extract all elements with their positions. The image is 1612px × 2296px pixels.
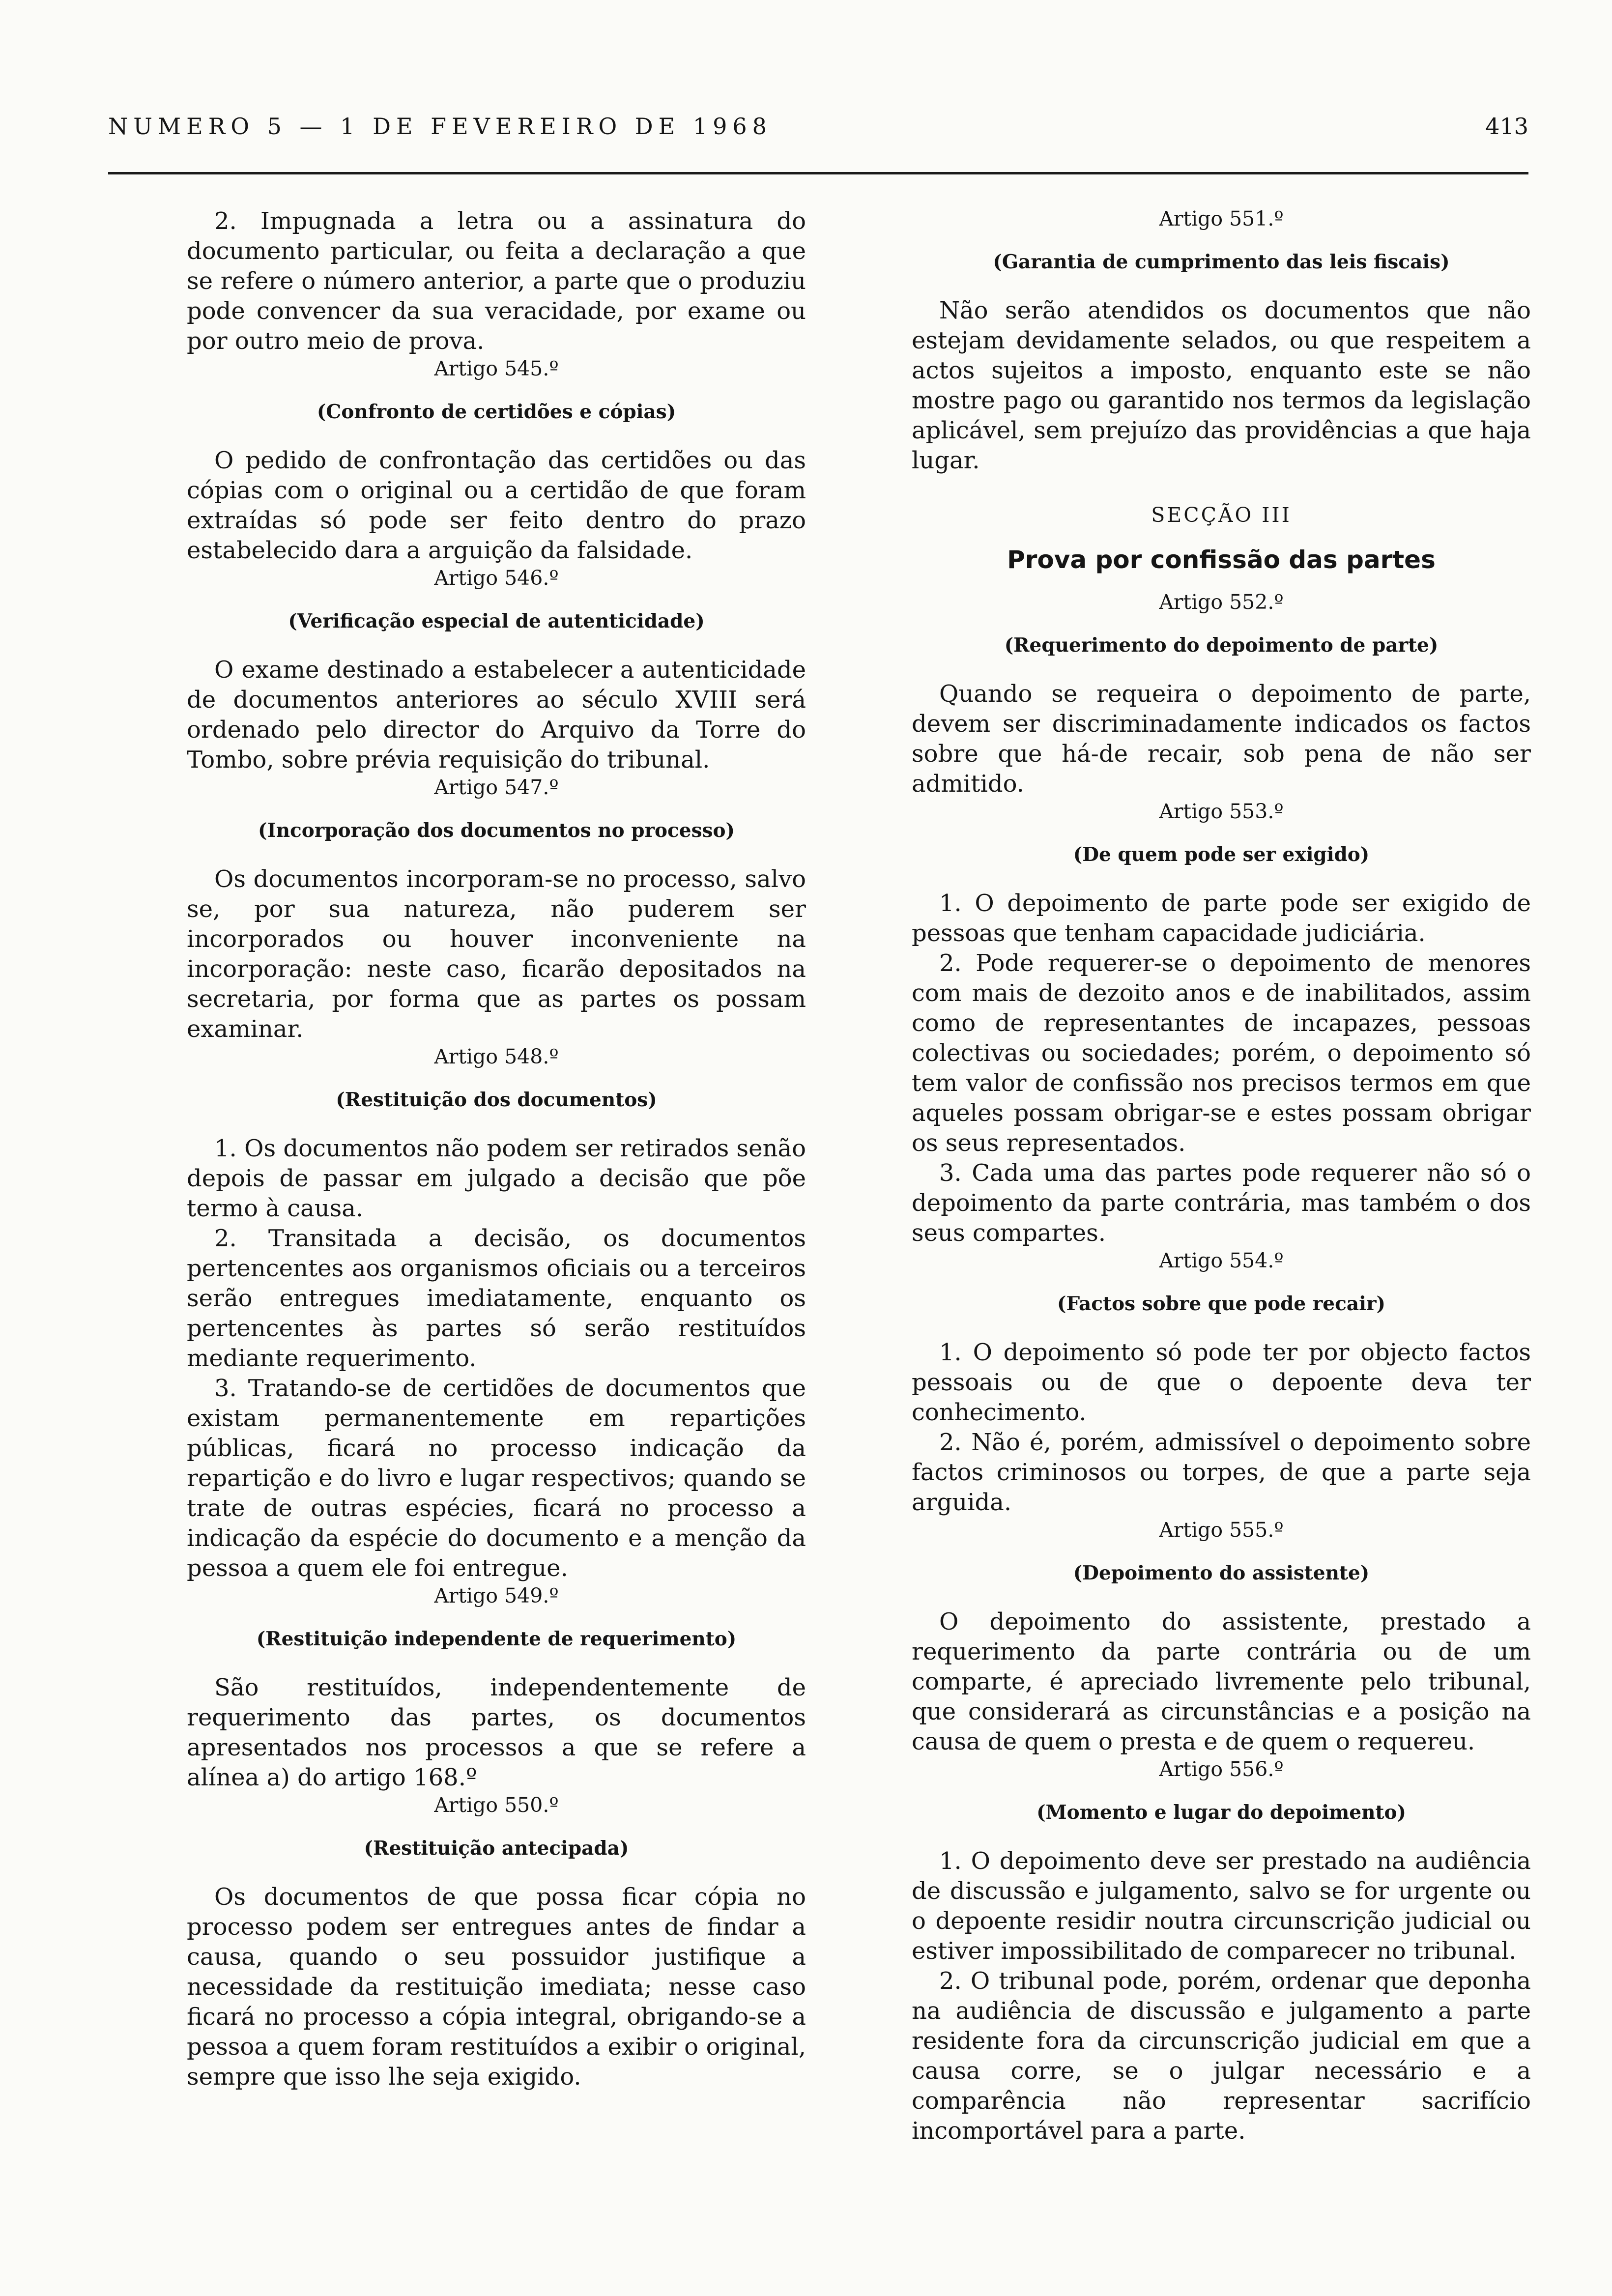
article-paragraph: 1. O depoimento de parte pode ser exigido de pessoas que tenham capacidade judiciária.	[912, 890, 1531, 947]
article-paragraph: O exame destinado a estabelecer a autenticidade de documentos anteriores ao século XVIII será ordenado pelo director do Arquivo da Torre do Tombo, sobre prévia requisição do tribunal.	[187, 656, 806, 774]
article-paragraph: 1. Os documentos não podem ser retirados senão depois de passar em julgado a decisão que põe termo à causa.	[187, 1135, 806, 1222]
page-header	[108, 108, 1528, 174]
article-paragraph: São restituídos, independentemente de requerimento das partes, os documentos apresentados nos processos a que se refere a alínea a) do artigo 168.º	[187, 1674, 806, 1791]
right-column	[912, 206, 1531, 2146]
section-label: SECÇÃO III	[1151, 503, 1292, 527]
article-paragraph: Os documentos incorporam-se no processo, salvo se, por sua natureza, não puderem ser incorporados ou houver inconveniente na incorporação: neste caso, ficarão depositados na secretaria, por forma que as partes os possam examinar.	[187, 865, 806, 1043]
article-title: Artigo 545.º	[434, 357, 559, 380]
article-heading: (Garantia de cumprimento das leis fiscais)	[993, 251, 1450, 273]
right-articles-before-section	[912, 206, 1531, 476]
article-paragraph: 2. Não é, porém, admissível o depoimento sobre factos criminosos ou torpes, de que a parte seja arguida.	[912, 1429, 1531, 1516]
article	[187, 1793, 806, 2092]
article-title: Artigo 554.º	[1159, 1249, 1284, 1272]
article-paragraph: 2. Pode requerer-se o depoimento de menores com mais de dezoito anos e de inabilitados, assim como de representantes de incapazes, pessoas colectivas ou sociedades; porém, o depoimento só tem valor de confissão nos precisos termos em que aqueles possam obrigar-se e estes possam obrigar os seus representados.	[912, 949, 1531, 1157]
article-paragraph: Os documentos de que possa ficar cópia no processo podem ser entregues antes de findar a causa, quando o seu possuidor justifique a necessidade da restituição imediata; nesse caso ficará no processo a cópia integral, obrigando-se a pessoa a quem foram restituídos a exibir o original, sempre que isso lhe seja exigido.	[187, 1883, 806, 2091]
article	[912, 206, 1531, 476]
article-title: Artigo 550.º	[434, 1793, 559, 1817]
article	[187, 566, 806, 775]
article-heading: (Restituição independente de requerimento)	[256, 1628, 737, 1650]
article	[912, 1248, 1531, 1518]
article	[187, 356, 806, 566]
article-paragraph: O pedido de confrontação das certidões ou das cópias com o original ou a certidão de que foram extraídas só pode ser feito dentro do prazo estabelecido dara a arguição da falsidade.	[187, 447, 806, 564]
article	[912, 1518, 1531, 1757]
article-title: Artigo 546.º	[434, 566, 559, 590]
article-title: Artigo 555.º	[1159, 1518, 1284, 1542]
article-paragraph: 3. Tratando-se de certidões de documentos que existam permanentemente em repartições públicas, ficará no processo indicação da repartição e do livro e lugar respectivos; quando se trate de outras espécies, ficará no processo a indicação da espécie do documento e a menção da pessoa a quem ele foi entregue.	[187, 1375, 806, 1582]
article-heading: (Confronto de certidões e cópias)	[317, 401, 676, 423]
article	[912, 590, 1531, 799]
article-heading: (Restituição dos documentos)	[336, 1089, 657, 1111]
article-title: Artigo 552.º	[1159, 590, 1284, 614]
article-heading: (Verificação especial de autenticidade)	[288, 610, 705, 632]
article-heading: (Momento e lugar do depoimento)	[1036, 1801, 1406, 1824]
article	[187, 775, 806, 1044]
article-heading: (Depoimento do assistente)	[1073, 1562, 1370, 1584]
article-title: Artigo 551.º	[1159, 207, 1284, 230]
article-paragraph: 3. Cada uma das partes pode requerer não só o depoimento da parte contrária, mas também o dos seus compartes.	[912, 1159, 1531, 1247]
intro-paragraph: 2. Impugnada a letra ou a assinatura do documento particular, ou feita a declaração a que se refere o número anterior, a parte que o produziu pode convencer da sua veracidade, por exame ou por outro meio de prova.	[187, 207, 806, 355]
right-articles-after-section	[912, 590, 1531, 2146]
article-title: Artigo 556.º	[1159, 1757, 1284, 1781]
page-number: 413	[1485, 113, 1528, 140]
section-title: Prova por confissão das partes	[1007, 545, 1436, 574]
article-paragraph: Quando se requeira o depoimento de parte, devem ser discriminadamente indicados os factos sobre que há-de recair, sob pena de não ser admitido.	[912, 680, 1531, 798]
article-title: Artigo 548.º	[434, 1045, 559, 1068]
article	[912, 799, 1531, 1248]
article-paragraph: 1. O depoimento só pode ter por objecto factos pessoais ou de que o depoente deva ter conhecimento.	[912, 1339, 1531, 1426]
left-articles	[187, 356, 806, 2092]
article-title: Artigo 549.º	[434, 1584, 559, 1607]
article-heading: (Factos sobre que pode recair)	[1057, 1292, 1385, 1315]
article-heading: (De quem pode ser exigido)	[1073, 843, 1370, 866]
article-paragraph: O depoimento do assistente, prestado a requerimento da parte contrária ou de um comparte, é apreciado livremente pelo tribunal, que considerará as circunstâncias e a posição na causa de quem o presta e de quem o requereu.	[912, 1608, 1531, 1755]
article-heading: (Requerimento do depoimento de parte)	[1004, 634, 1439, 657]
article	[912, 1757, 1531, 2146]
article-title: Artigo 553.º	[1159, 800, 1284, 823]
article	[187, 1583, 806, 1793]
article-heading: (Incorporação dos documentos no processo)	[258, 819, 735, 842]
left-column	[187, 206, 806, 2092]
article-paragraph: Não serão atendidos os documentos que não estejam devidamente selados, ou que respeitem a actos sujeitos a imposto, enquanto este se não mostre pago ou garantido nos termos da legislação aplicável, sem prejuízo das providências a que haja lugar.	[912, 297, 1531, 474]
article-paragraph: 2. Transitada a decisão, os documentos pertencentes aos organismos oficiais ou a terceiros serão entregues imediatamente, enquanto os pertencentes às partes só serão restituídos mediante requerimento.	[187, 1225, 806, 1372]
article-heading: (Restituição antecipada)	[364, 1837, 629, 1860]
article-title: Artigo 547.º	[434, 775, 559, 799]
article-paragraph: 2. O tribunal pode, porém, ordenar que deponha na audiência de discussão e julgamento a parte residente fora da circunscrição judicial em que a causa corre, se o julgar necessário e a comparência não representar sacrifício incomportável para a parte.	[912, 1967, 1531, 2145]
issue-line: NUMERO 5 — 1 DE FEVEREIRO DE 1968	[108, 113, 772, 140]
article-paragraph: 1. O depoimento deve ser prestado na audiência de discussão e julgamento, salvo se for urgente ou o depoente residir noutra circunscrição judicial ou estiver impossibilitado de comparecer no tribunal.	[912, 1847, 1531, 1965]
article	[187, 1044, 806, 1583]
